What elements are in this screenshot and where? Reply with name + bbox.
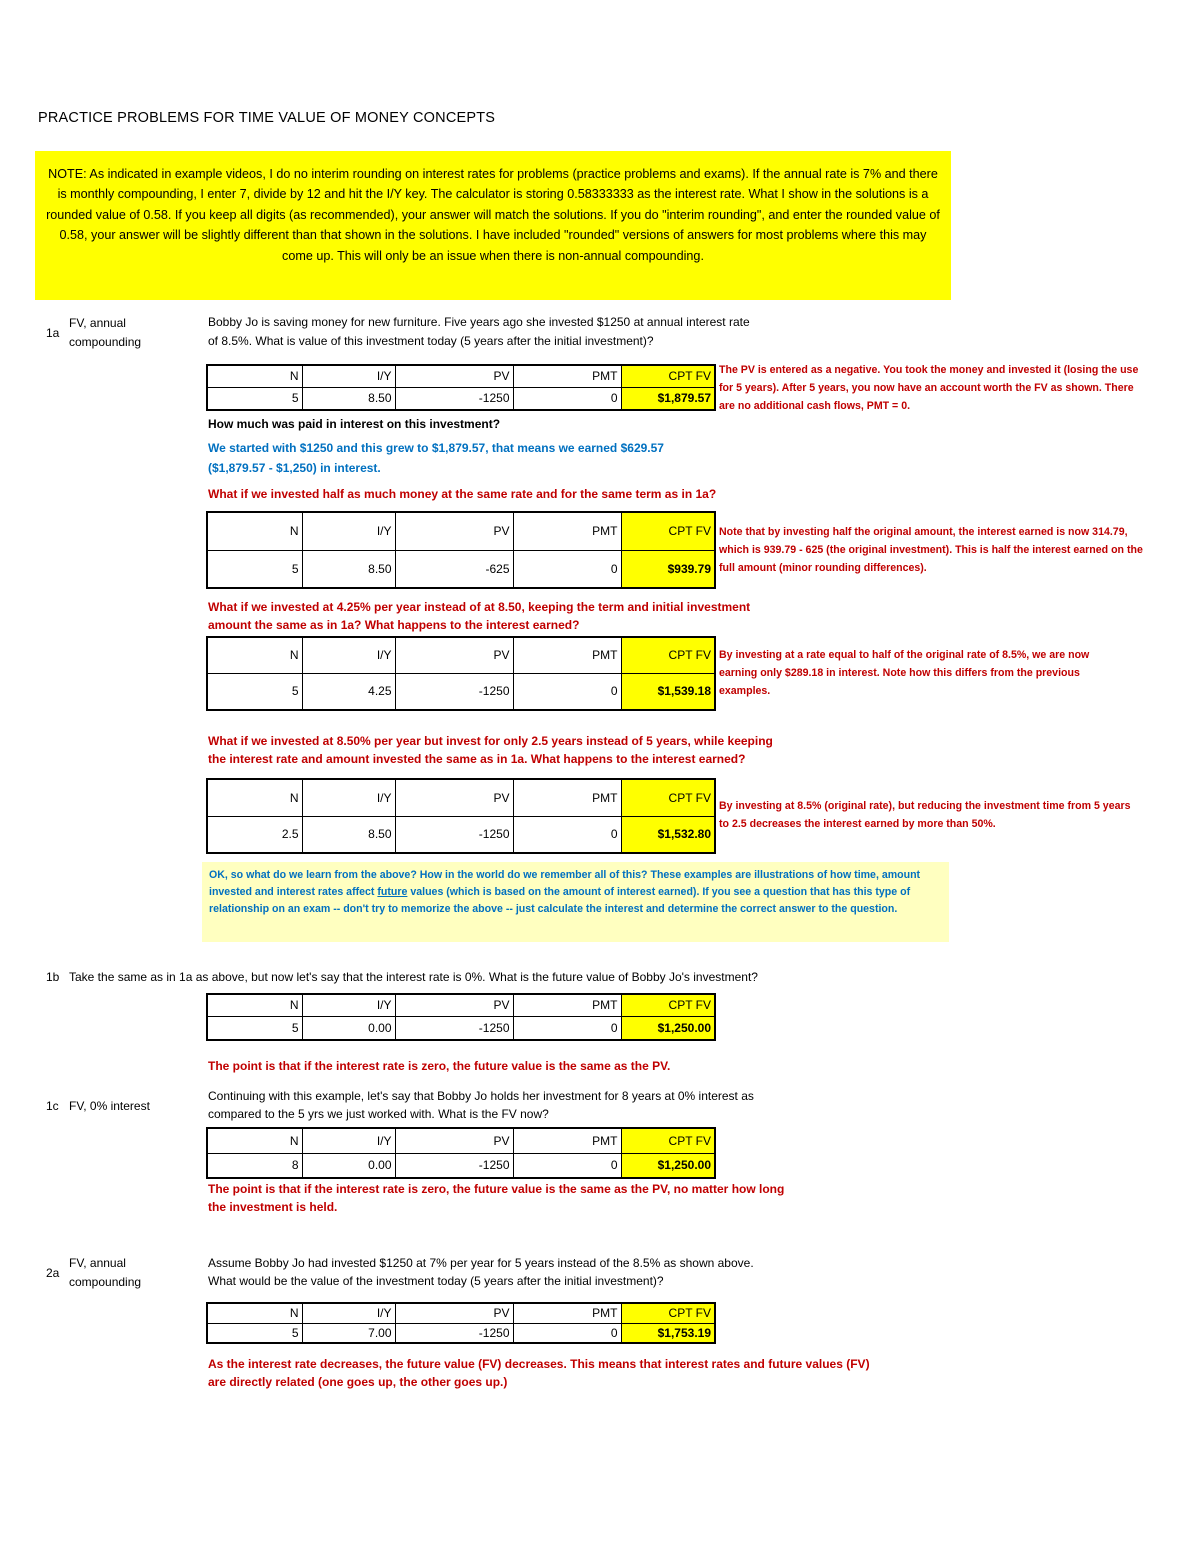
- header-pmt: PMT: [513, 637, 621, 673]
- side-note-half: Note that by investing half the original amount, the interest earned is now 314.79, which is 939.79 - 625 (the original investment). This is half the interest earned on the full amount (minor rounding differences).: [719, 526, 1143, 574]
- header-cpt-fv: CPT FV: [621, 637, 715, 673]
- cell-iy: 7.00: [302, 1323, 395, 1343]
- cell-pv: -1250: [395, 1153, 513, 1178]
- cell-n: 5: [207, 1016, 302, 1040]
- cell-fv: $939.79: [621, 550, 715, 588]
- header-pv: PV: [395, 512, 513, 550]
- cell-fv: $1,250.00: [621, 1016, 715, 1040]
- header-pmt: PMT: [513, 994, 621, 1016]
- header-n: N: [207, 779, 302, 816]
- lesson-box: [202, 862, 949, 942]
- question-line: of 8.5%. What is value of this investment today (5 years after the initial investment)?: [208, 334, 654, 348]
- question-line: the interest rate and amount invested the same as in 1a. What happens to the interest earned?: [208, 752, 746, 766]
- header-pv: PV: [395, 1128, 513, 1153]
- header-pv: PV: [395, 779, 513, 816]
- question-2a: [208, 1254, 754, 1290]
- tvm-table-2a: [206, 1302, 716, 1344]
- header-pv: PV: [395, 365, 513, 387]
- header-pv: PV: [395, 637, 513, 673]
- lesson-emphasis: future: [377, 886, 408, 898]
- cell-pmt: 0: [513, 1153, 621, 1178]
- header-pmt: PMT: [513, 512, 621, 550]
- header-n: N: [207, 1128, 302, 1153]
- cell-iy: 0.00: [302, 1016, 395, 1040]
- tvm-table-1b: [206, 993, 716, 1041]
- question-line: Assume Bobby Jo had invested $1250 at 7% per year for 5 years instead of the 8.5% as shown above.: [208, 1256, 754, 1270]
- header-n: N: [207, 1303, 302, 1323]
- problem-type-line: compounding: [69, 1275, 142, 1289]
- cell-pv: -1250: [395, 816, 513, 853]
- cell-pv: -1250: [395, 387, 513, 410]
- cell-n: 5: [207, 550, 302, 588]
- cell-n: 5: [207, 387, 302, 410]
- header-iy: I/Y: [302, 637, 395, 673]
- cell-fv: $1,539.18: [621, 673, 715, 710]
- cell-n: 8: [207, 1153, 302, 1178]
- problem-type-1c: FV, 0% interest: [69, 1099, 150, 1113]
- problem-type-1a: [69, 314, 141, 352]
- cell-pv: -1250: [395, 1323, 513, 1343]
- problem-type-2a: [69, 1254, 141, 1292]
- cell-pmt: 0: [513, 816, 621, 853]
- problem-label-1c: 1c: [46, 1099, 59, 1113]
- cell-pv: -1250: [395, 1016, 513, 1040]
- point-line: the investment is held.: [208, 1200, 338, 1214]
- cell-n: 2.5: [207, 816, 302, 853]
- lesson-text: values (which is based on the amount of interest earned). If you see a question that has this type of relationship on an exam -- don't try to memorize the above -- just calculate the interest and determine the correct answer to the question.: [209, 886, 911, 915]
- question-1b: Take the same as in 1a as above, but now let's say that the interest rate is 0%. What is the future value of Bobby Jo's investment?: [69, 970, 758, 984]
- cell-fv: $1,753.19: [621, 1323, 715, 1343]
- cell-fv: $1,250.00: [621, 1153, 715, 1178]
- question-line: What if we invested at 8.50% per year but invest for only 2.5 years instead of 5 years, while keeping: [208, 734, 773, 748]
- cell-iy: 0.00: [302, 1153, 395, 1178]
- question-line: What if we invested at 4.25% per year instead of at 8.50, keeping the term and initial investment: [208, 600, 751, 614]
- cell-pmt: 0: [513, 387, 621, 410]
- header-pmt: PMT: [513, 779, 621, 816]
- question-line: amount the same as in 1a? What happens to the interest earned?: [208, 618, 580, 632]
- cell-iy: 8.50: [302, 816, 395, 853]
- header-pv: PV: [395, 994, 513, 1016]
- rounding-note: NOTE: As indicated in example videos, I do no interim rounding on interest rates for problems (practice problems and exams). If the annual rate is 7% and there is monthly compounding, I enter 7, divide by 12 and hit the I/Y key. The calculator is storing 0.58333333 as the interest rate. What I show in the solutions is a rounded value of 0.58. If you keep all digits (as recommended), your answer will match the solutions. If you do "interim rounding", and enter the rounded value of 0.58, your answer will be slightly different than that shown in the solutions. I have included "rounded" versions of answers for most problems where this may come up. This will only be an issue when there is non-annual compounding.: [35, 151, 951, 300]
- point-line: The point is that if the interest rate is zero, the future value is the same as the PV, no matter how long: [208, 1182, 785, 1196]
- tvm-table-1a: [206, 364, 716, 411]
- side-note-term: By investing at 8.5% (original rate), but reducing the investment time from 5 years to 2.5 decreases the interest earned by more than 50%.: [719, 800, 1131, 830]
- question-line: Continuing with this example, let's say that Bobby Jo holds her investment for 8 years at 0% interest as: [208, 1089, 754, 1103]
- term-question: [208, 732, 773, 768]
- header-n: N: [207, 637, 302, 673]
- cell-iy: 8.50: [302, 387, 395, 410]
- header-pv: PV: [395, 1303, 513, 1323]
- page-title: PRACTICE PROBLEMS FOR TIME VALUE OF MONEY CONCEPTS: [38, 110, 496, 126]
- cell-n: 5: [207, 673, 302, 710]
- question-1a: [208, 313, 750, 351]
- tvm-table-1c: [206, 1127, 716, 1179]
- cell-iy: 8.50: [302, 550, 395, 588]
- tvm-table-rate: [206, 636, 716, 711]
- answer-line: We started with $1250 and this grew to $1,879.57, that means we earned $629.57: [208, 441, 664, 455]
- problem-label-2a: 2a: [46, 1266, 60, 1280]
- problem-type-line: FV, annual: [69, 1256, 126, 1270]
- header-n: N: [207, 365, 302, 387]
- rate-question: [208, 598, 750, 634]
- problem-label-1b: 1b: [46, 970, 60, 984]
- tvm-table-term: [206, 778, 716, 854]
- point-1c: [208, 1180, 784, 1216]
- interest-answer: [208, 438, 664, 478]
- answer-line: ($1,879.57 - $1,250) in interest.: [208, 461, 381, 475]
- header-iy: I/Y: [302, 512, 395, 550]
- header-cpt-fv: CPT FV: [621, 1128, 715, 1153]
- cell-fv: $1,532.80: [621, 816, 715, 853]
- header-iy: I/Y: [302, 779, 395, 816]
- header-iy: I/Y: [302, 1128, 395, 1153]
- header-cpt-fv: CPT FV: [621, 365, 715, 387]
- cell-pmt: 0: [513, 1016, 621, 1040]
- side-note-rate: By investing at a rate equal to half of the original rate of 8.5%, we are now earning only $289.18 in interest. Note how this differs from the previous examples.: [719, 649, 1090, 697]
- header-iy: I/Y: [302, 365, 395, 387]
- point-1b: The point is that if the interest rate is zero, the future value is the same as the PV.: [208, 1059, 671, 1073]
- point-line: As the interest rate decreases, the future value (FV) decreases. This means that interest rates and future values (FV): [208, 1357, 870, 1371]
- header-pmt: PMT: [513, 1303, 621, 1323]
- cell-pv: -1250: [395, 673, 513, 710]
- cell-pmt: 0: [513, 550, 621, 588]
- header-pmt: PMT: [513, 365, 621, 387]
- question-line: Bobby Jo is saving money for new furniture. Five years ago she invested $1250 at annual interest rate: [208, 315, 750, 329]
- header-cpt-fv: CPT FV: [621, 512, 715, 550]
- point-line: are directly related (one goes up, the other goes up.): [208, 1375, 508, 1389]
- cell-fv: $1,879.57: [621, 387, 715, 410]
- question-line: compared to the 5 yrs we just worked with. What is the FV now?: [208, 1107, 549, 1121]
- header-pmt: PMT: [513, 1128, 621, 1153]
- problem-type-line: FV, annual: [69, 316, 126, 330]
- cell-iy: 4.25: [302, 673, 395, 710]
- header-cpt-fv: CPT FV: [621, 1303, 715, 1323]
- cell-n: 5: [207, 1323, 302, 1343]
- header-cpt-fv: CPT FV: [621, 779, 715, 816]
- half-question: What if we invested half as much money at the same rate and for the same term as in 1a?: [208, 487, 717, 501]
- point-2a: [208, 1355, 870, 1391]
- header-iy: I/Y: [302, 1303, 395, 1323]
- cell-pmt: 0: [513, 1323, 621, 1343]
- tvm-table-half: [206, 511, 716, 589]
- header-n: N: [207, 994, 302, 1016]
- cell-pv: -625: [395, 550, 513, 588]
- header-iy: I/Y: [302, 994, 395, 1016]
- side-note-1a: The PV is entered as a negative. You took the money and invested it (losing the use for 5 years). After 5 years, you now have an account worth the FV as shown. There are no additional cash flows, PMT = 0.: [719, 364, 1139, 412]
- question-line: What would be the value of the investment today (5 years after the initial investment)?: [208, 1274, 664, 1288]
- question-1c: [208, 1087, 754, 1123]
- problem-label-1a: 1a: [46, 326, 60, 340]
- problem-type-line: compounding: [69, 335, 142, 349]
- interest-question: How much was paid in interest on this investment?: [208, 417, 501, 431]
- lesson-text: OK, so what do we learn from the above? How in the world do we remember all of this? These examples are illustrations of how time, amount invested and interest rates affect: [209, 869, 921, 898]
- header-cpt-fv: CPT FV: [621, 994, 715, 1016]
- cell-pmt: 0: [513, 673, 621, 710]
- header-n: N: [207, 512, 302, 550]
